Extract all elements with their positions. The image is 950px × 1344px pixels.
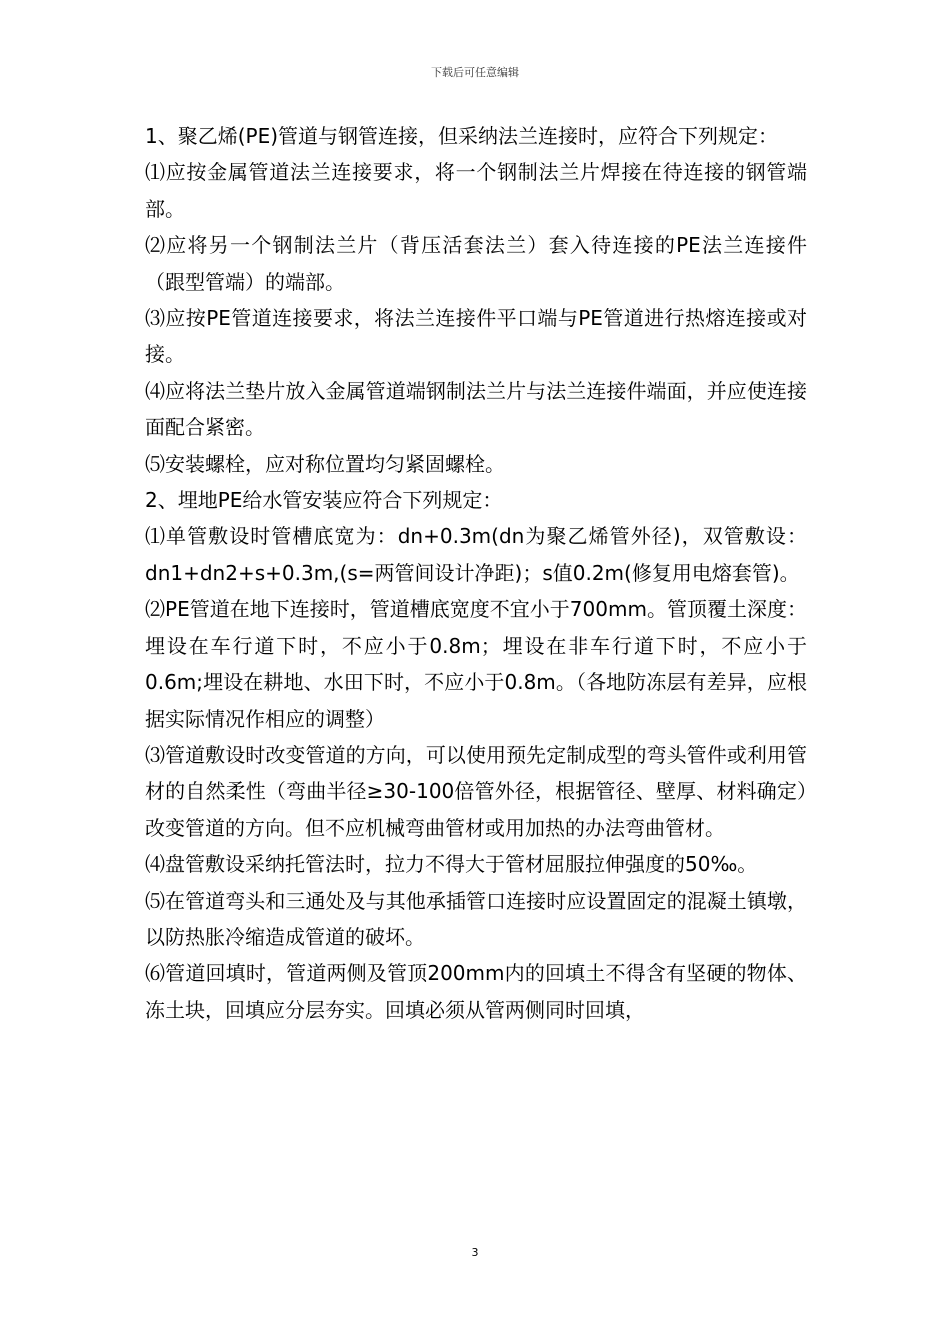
paragraph-9: ⑵PE管道在地下连接时，管道槽底宽度不宜小于700mm。管顶覆土深度：埋设在车行道下时，不应小于0.8m；埋设在非车行道下时，不应小于0.6m;埋设在耕地、水田下时，不应小于0.8m。（各地防冻层有差异，应根据实际情况作相应的调整） [145, 597, 807, 731]
paragraph-7: 2、埋地PE给水管安装应符合下列规定： [145, 488, 503, 513]
paragraph-5: ⑷应将法兰垫片放入金属管道端钢制法兰片与法兰连接件端面，并应使连接面配合紧密。 [145, 378, 807, 440]
document-body [145, 118, 807, 1028]
paragraph-6: ⑸安装螺栓，应对称位置均匀紧固螺栓。 [145, 451, 505, 476]
paragraph-10: ⑶管道敷设时改变管道的方向，可以使用预先定制成型的弯头管件或利用管材的自然柔性（弯曲半径≥30-100倍管外径，根据管径、壁厚、材料确定）改变管道的方向。但不应机械弯曲管材或用加热的办法弯曲管材。 [145, 742, 807, 840]
paragraph-13: ⑹管道回填时，管道两侧及管顶200mm内的回填土不得含有坚硬的物体、冻土块，回填应分层夯实。回填必须从管两侧同时回填， [145, 961, 807, 1022]
paragraph-8: ⑴单管敷设时管槽底宽为：dn+0.3m(dn为聚乙烯管外径)，双管敷设：dn1+dn2+s+0.3m,(s=两管间设计净距)；s值0.2m(修复用电熔套管)。 [145, 524, 807, 585]
paragraph-3: ⑵应将另一个钢制法兰片（背压活套法兰）套入待连接的PE法兰连接件（跟型管端）的端部。 [145, 233, 807, 294]
page-header: 下载后可任意编辑 [431, 66, 519, 79]
paragraph-4: ⑶应按PE管道连接要求，将法兰连接件平口端与PE管道进行热熔连接或对接。 [145, 306, 807, 367]
paragraph-12: ⑸在管道弯头和三通处及与其他承插管口连接时应设置固定的混凝土镇墩，以防热胀冷缩造成管道的破坏。 [145, 888, 807, 949]
paragraph-1: 1、聚乙烯(PE)管道与钢管连接，但采纳法兰连接时，应符合下列规定： [145, 124, 779, 148]
page-number: 3 [471, 1246, 479, 1259]
paragraph-11: ⑷盘管敷设采纳托管法时，拉力不得大于管材屈服拉伸强度的50‰。 [145, 852, 758, 877]
paragraph-2: ⑴应按金属管道法兰连接要求，将一个钢制法兰片焊接在待连接的钢管端部。 [145, 160, 807, 221]
